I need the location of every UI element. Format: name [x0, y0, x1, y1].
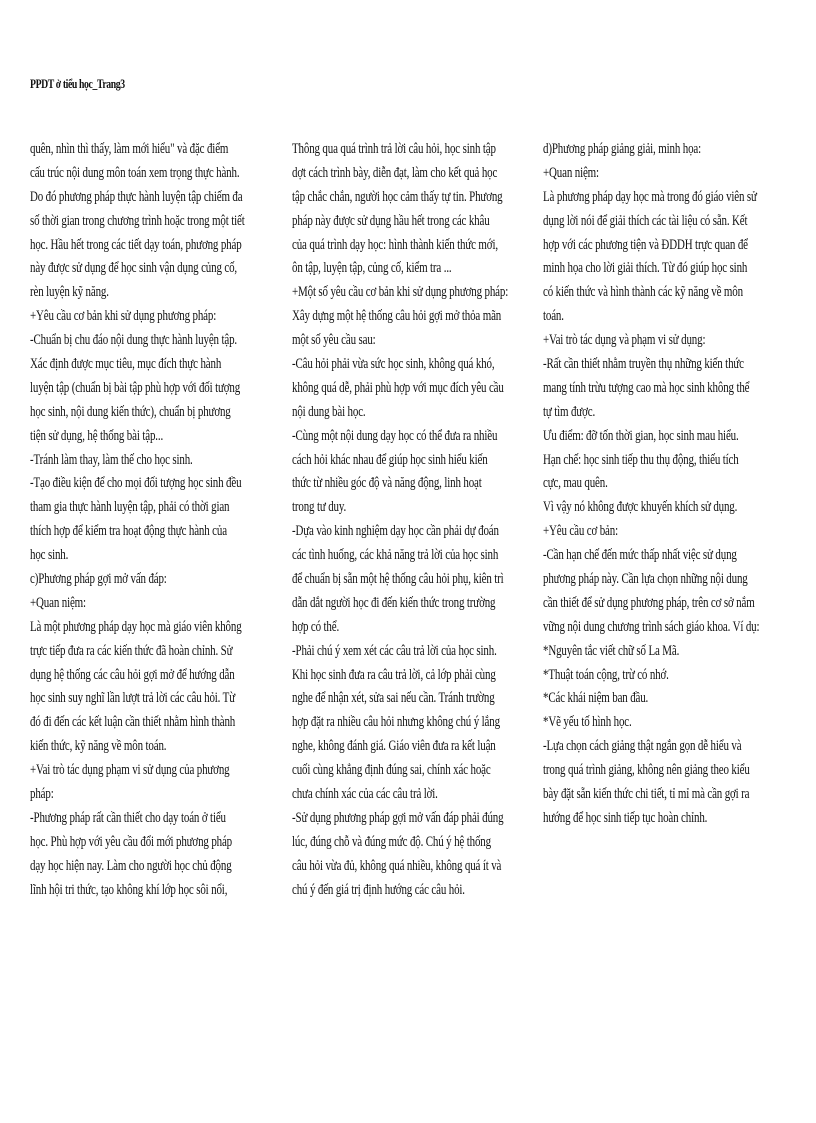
text-line: Ưu điểm: đỡ tốn thời gian, học sinh mau hiểu.: [543, 427, 739, 444]
text-line: Xây dựng một hệ thống câu hỏi gợi mở thỏa mãn: [292, 308, 502, 325]
text-line: hợp có thể.: [292, 618, 340, 635]
text-line: trực tiếp đưa ra các kiến thức đã hoàn chỉnh. Sử: [30, 642, 233, 659]
text-line: cuối cùng khẳng định đúng sai, chính xác hoặc: [292, 762, 491, 779]
text-line: đó đi đến các kết luận cần thiết nhằm hình thành: [30, 714, 236, 731]
text-line: rèn luyện kỹ năng.: [30, 284, 109, 301]
text-line: -Rất cần thiết nhằm truyền thụ những kiến thức: [543, 356, 744, 373]
text-line: luyện tập (chuẩn bị bài tập phù hợp với đối tượng: [30, 379, 241, 396]
text-line: Do đó phương pháp thực hành luyện tập chiếm đa: [30, 188, 243, 205]
text-line: phương pháp này. Cần lựa chọn những nội dung: [543, 571, 748, 588]
text-line: c)Phương pháp gợi mở vấn đáp:: [30, 571, 167, 588]
text-line: *Các khái niệm ban đầu.: [543, 690, 649, 707]
text-line: Vì vậy nó không được khuyến khích sử dụng.: [543, 499, 738, 516]
text-line: lúc, đúng chỗ và đúng mức độ. Chú ý hệ thống: [292, 833, 491, 850]
text-line: -Dựa vào kinh nghiệm dạy học cần phải dự đoán: [292, 523, 499, 540]
text-line: thích hợp để kiểm tra hoạt động thực hành của: [30, 523, 227, 540]
text-line: tự tìm được.: [543, 403, 596, 420]
text-line: không quá dễ, phải phù hợp với mục đích yêu cầu: [292, 379, 504, 396]
text-line: lĩnh hội tri thức, tạo không khí lớp học sôi nổi,: [30, 881, 228, 898]
page-header: PPDT ở tiểu học_Trang3: [30, 77, 125, 91]
text-line: hợp đặt ra nhiều câu hỏi nhưng không chú ý lắng: [292, 714, 500, 731]
text-line: -Tạo điều kiện để cho mọi đối tượng học sinh đều: [30, 475, 242, 492]
text-line: *Thuật toán cộng, trừ có nhớ.: [543, 666, 669, 683]
text-column-1: [30, 138, 278, 903]
text-line: -Phương pháp rất cần thiết cho dạy toán ở tiểu: [30, 809, 226, 826]
text-line: -Chuẩn bị chu đáo nội dung thực hành luyện tập.: [30, 332, 237, 349]
text-line: +Vai trò tác dụng phạm vi sử dụng của phương: [30, 762, 230, 779]
text-line: tập chắc chắn, người học cảm thấy tự tin. Phương: [292, 188, 503, 205]
text-line: +Vai trò tác dụng và phạm vi sử dụng:: [543, 332, 706, 349]
text-line: *Nguyên tắc viết chữ số La Mã.: [543, 642, 680, 659]
text-line: -Sử dụng phương pháp gợi mở vấn đáp phải đúng: [292, 809, 504, 826]
text-line: dụng lời nói để giải thích các tài liệu có sẵn. Kết: [543, 212, 748, 229]
text-line: minh họa cho lời giải thích. Từ đó giúp học sinh: [543, 260, 748, 277]
text-line: có kiến thức và hình thành các kỹ năng về môn: [543, 284, 743, 301]
text-line: Là phương pháp dạy học mà trong đó giáo viên sử: [543, 188, 757, 205]
text-line: -Câu hỏi phải vừa sức học sinh, không quá khó,: [292, 356, 495, 373]
text-line: học. Hầu hết trong các tiết dạy toán, phương pháp: [30, 236, 242, 253]
text-line: pháp:: [30, 786, 54, 803]
text-line: +Quan niệm:: [30, 594, 86, 611]
text-line: tham gia thực hành luyện tập, phải có thời gian: [30, 499, 230, 516]
text-line: dợt cách trình bày, diễn đạt, làm cho kết quả học: [292, 164, 498, 181]
text-line: quên, nhìn thì thấy, làm mới hiểu" và đặc điểm: [30, 141, 229, 157]
text-line: chú ý đến giá trị định hướng các câu hỏi.: [292, 881, 465, 898]
text-line: -Cần hạn chế đến mức thấp nhất việc sử dụng: [543, 547, 737, 564]
text-line: +Yêu cầu cơ bản:: [543, 523, 618, 540]
text-line: bày đặt sẵn kiến thức chi tiết, tỉ mỉ mà cần gợi ra: [543, 786, 750, 803]
text-line: dạy học hiện nay. Làm cho người học chủ động: [30, 857, 232, 874]
text-line: dẫn dắt người học đi đến kiến thức trong trường: [292, 594, 496, 611]
text-line: câu hỏi vừa đủ, không quá nhiều, không quá ít và: [292, 857, 502, 874]
text-line: Xác định được mục tiêu, mục đích thực hành: [30, 356, 222, 373]
text-line: -Cùng một nội dung dạy học có thể đưa ra nhiều: [292, 427, 498, 444]
text-line: dụng hệ thống các câu hỏi gợi mở để hướng dẫn: [30, 666, 235, 683]
text-line: -Lựa chọn cách giảng thật ngắn gọn dễ hiểu và: [543, 738, 742, 755]
text-line: Là một phương pháp dạy học mà giáo viên không: [30, 618, 242, 635]
text-line: cách hỏi khác nhau để giúp học sinh hiểu kiến: [292, 451, 488, 468]
text-line: +Một số yêu cầu cơ bản khi sử dụng phương pháp:: [292, 284, 509, 301]
text-line: -Tránh làm thay, làm thế cho học sinh.: [30, 451, 193, 468]
text-line: nghe, không đánh giá. Giáo viên đưa ra kết luận: [292, 738, 496, 755]
text-line: nội dung bài học.: [292, 403, 366, 420]
text-line: pháp này được sử dụng hầu hết trong các khâu: [292, 212, 490, 229]
text-line: mang tính trừu tượng cao mà học sinh không thể: [543, 379, 750, 396]
text-line: d)Phương pháp giảng giải, minh họa:: [543, 141, 702, 157]
text-line: ôn tập, luyện tập, củng cố, kiểm tra ...: [292, 260, 452, 277]
text-line: này được sử dụng để học sinh vận dụng củng cố,: [30, 260, 238, 277]
text-line: +Quan niệm:: [543, 164, 599, 181]
text-line: Thông qua quá trình trả lời câu hỏi, học sinh tập: [292, 141, 496, 157]
text-line: các tình huống, các khả năng trả lời của học sinh: [292, 547, 499, 564]
text-line: nghe để nhận xét, sửa sai nếu cần. Tránh trường: [292, 690, 495, 707]
text-line: tiện sử dụng, hệ thống bài tập...: [30, 427, 164, 444]
text-line: học sinh suy nghĩ lần lượt trả lời các câu hỏi. Từ: [30, 690, 235, 707]
text-column-3: [543, 138, 791, 831]
text-line: một số yêu cầu sau:: [292, 332, 376, 349]
text-line: kiến thức, kỹ năng về môn toán.: [30, 738, 167, 755]
text-line: -Phải chú ý xem xét các câu trả lời của học sinh.: [292, 642, 497, 659]
text-column-2: [292, 138, 540, 903]
text-line: hướng để học sinh tiếp tục hoàn chỉnh.: [543, 809, 708, 826]
text-line: thức từ nhiều góc độ và năng động, linh hoạt: [292, 475, 482, 492]
text-line: hợp với các phương tiện và ĐDDH trực quan để: [543, 236, 748, 253]
text-line: +Yêu cầu cơ bản khi sử dụng phương pháp:: [30, 308, 217, 325]
text-line: chưa chính xác của các câu trả lời.: [292, 786, 438, 803]
text-line: cần thiết để sử dụng phương pháp, trên cơ sở nắm: [543, 594, 755, 611]
text-line: học sinh.: [30, 547, 69, 564]
text-line: trong tư duy.: [292, 499, 347, 516]
text-line: để chuẩn bị sẵn một hệ thống câu hỏi phụ, kiên trì: [292, 571, 504, 588]
text-line: học. Phù hợp với yêu cầu đổi mới phương pháp: [30, 833, 233, 850]
text-line: toán.: [543, 308, 564, 325]
text-line: Khi học sinh đưa ra câu trả lời, cả lớp phải cùng: [292, 666, 496, 683]
text-line: cực, mau quên.: [543, 475, 608, 492]
text-line: *Vẽ yếu tố hình học.: [543, 714, 632, 731]
text-line: cấu trúc nội dung môn toán xem trọng thực hành.: [30, 164, 240, 181]
text-line: học sinh, nội dung kiến thức), chuẩn bị phương: [30, 403, 231, 420]
text-line: của quá trình dạy học: hình thành kiến thức mới,: [292, 236, 498, 253]
text-line: số thời gian trong chương trình hoặc trong một tiết: [30, 212, 245, 229]
text-line: trong quá trình giảng, không nên giảng theo kiểu: [543, 762, 750, 779]
text-line: vững nội dung chương trình sách giáo khoa. Ví dụ:: [543, 618, 760, 635]
text-line: Hạn chế: học sinh tiếp thu thụ động, thiếu tích: [543, 451, 739, 468]
